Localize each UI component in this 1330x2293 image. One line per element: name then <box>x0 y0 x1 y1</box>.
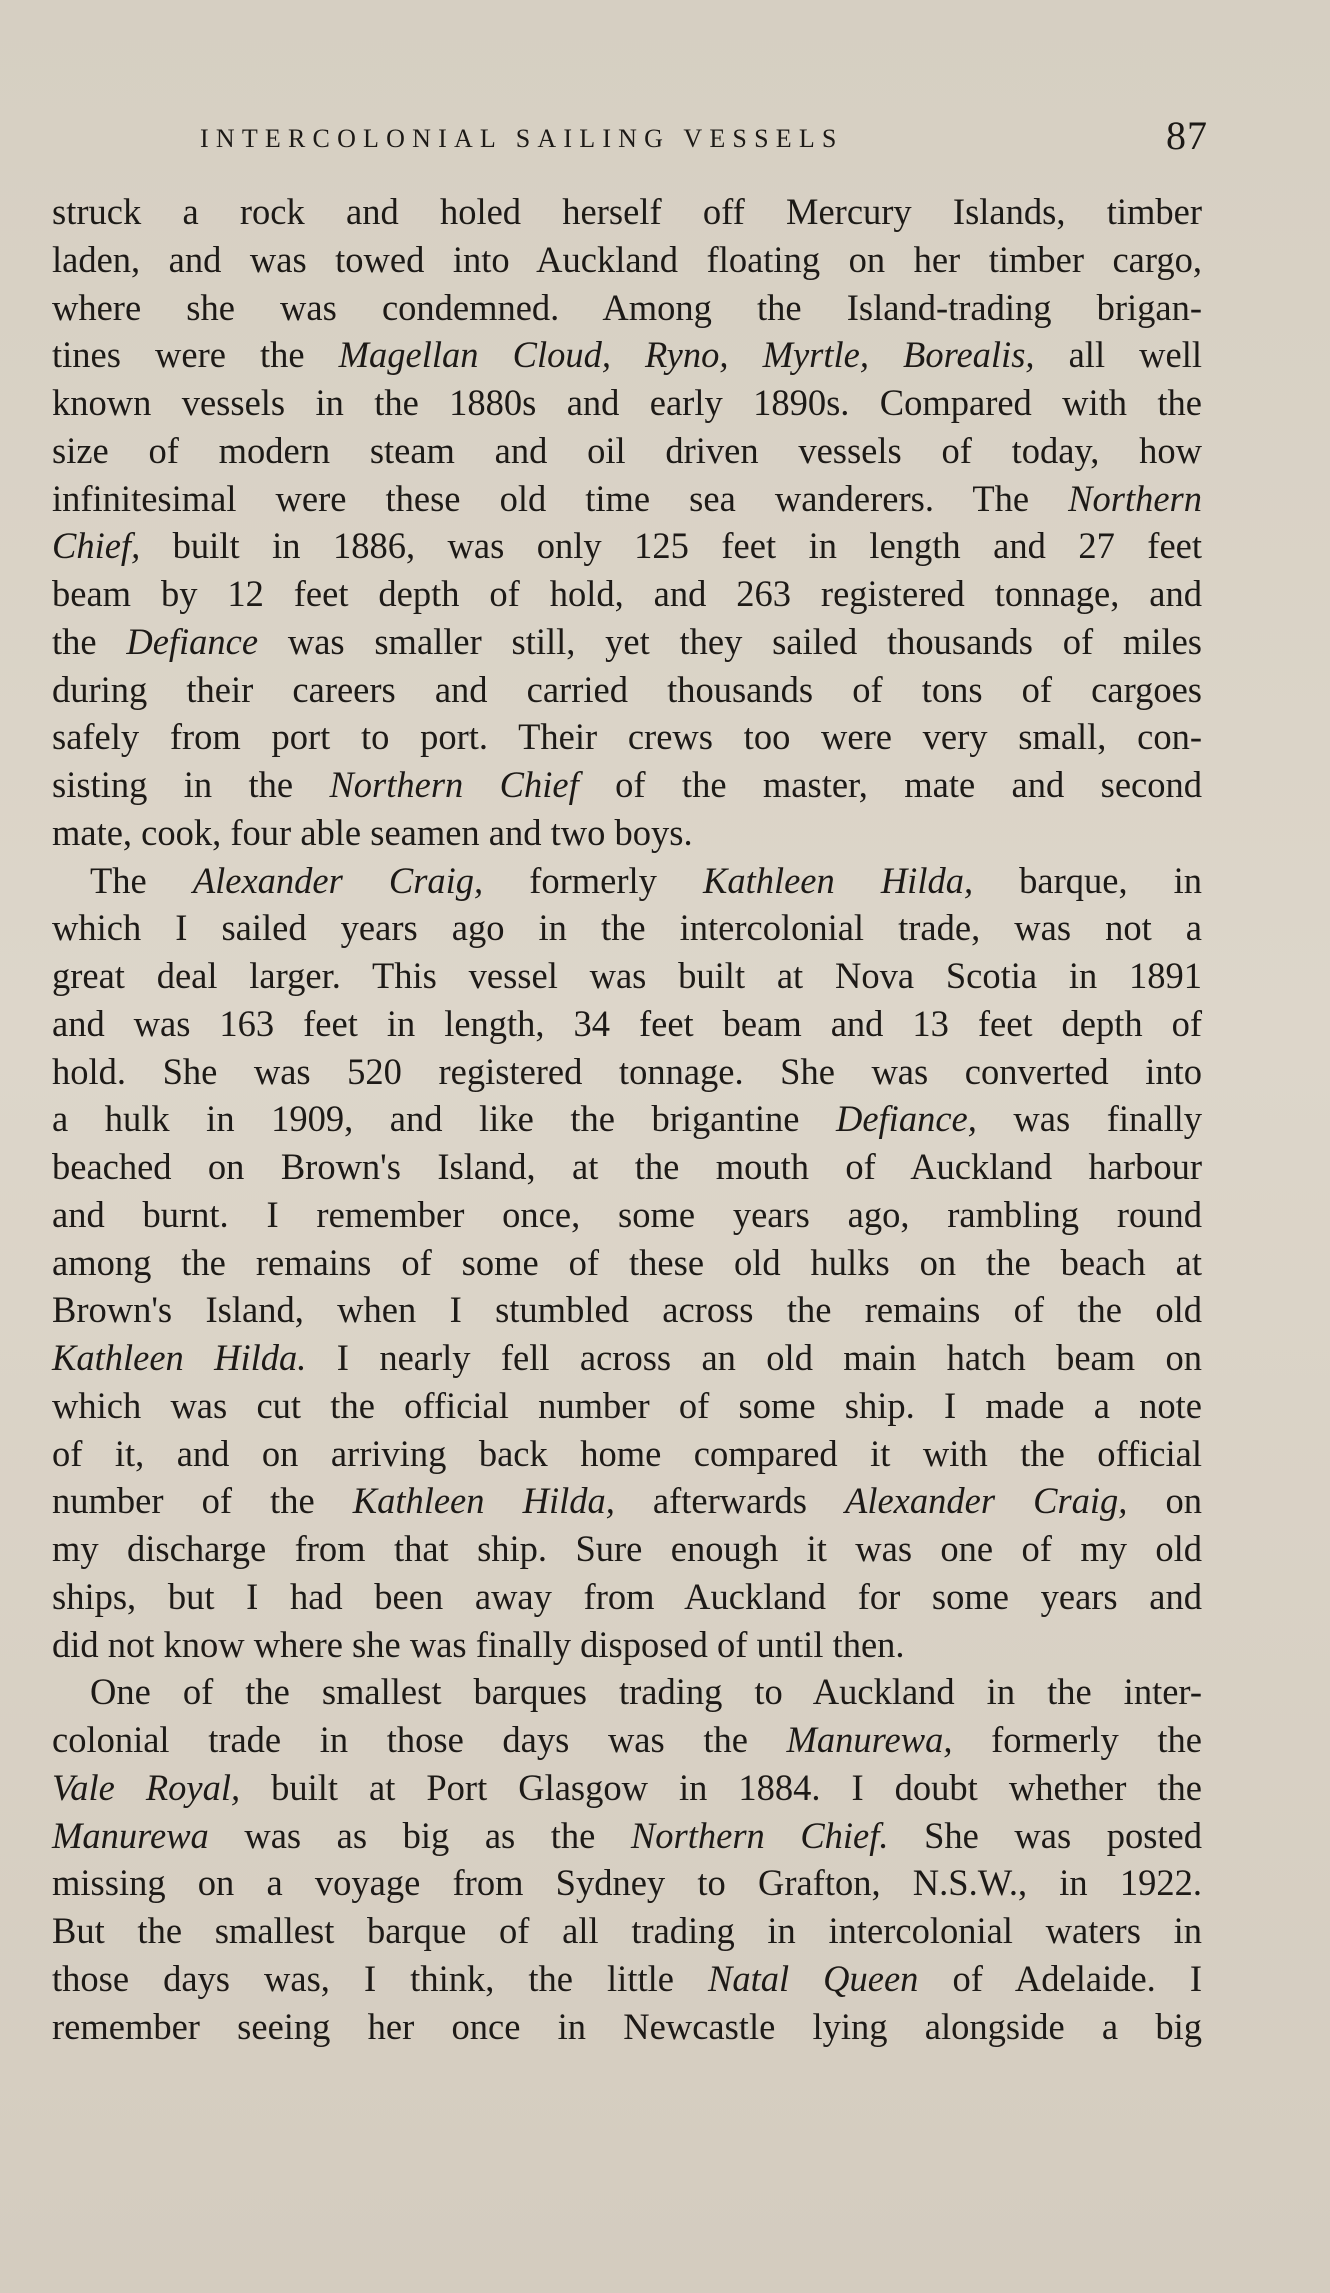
body-text <box>52 188 1202 2050</box>
text-line: The Alexander Craig, formerly Kathleen Hilda, barque, in <box>90 859 1203 901</box>
text-line: colonial trade in those days was the Manurewa, formerly the <box>52 1719 1202 1760</box>
text-line: Manurewa was as big as the Northern Chief. She was posted <box>52 1814 1202 1856</box>
text-line: known vessels in the 1880s and early 1890s. Compared with the <box>52 382 1202 423</box>
text-line: struck a rock and holed herself off Mercury Islands, timber <box>52 191 1202 232</box>
text-line: remember seeing her once in Newcastle lying alongside a big <box>52 2005 1202 2047</box>
text-line: my discharge from that ship. Sure enough it was one of my old <box>52 1528 1202 1569</box>
text-line: beam by 12 feet depth of hold, and 263 registered tonnage, and <box>52 573 1202 614</box>
italic-ship-name: Alexander Craig, <box>192 859 484 901</box>
text-line: Brown's Island, when I stumbled across the remains of the old <box>52 1289 1202 1331</box>
page-header <box>52 112 1208 162</box>
text-line: of it, and on arriving back home compared it with the official <box>52 1432 1202 1474</box>
italic-ship-name: Kathleen Hilda, <box>352 1480 615 1522</box>
text-line: where she was condemned. Among the Island-trading brigan- <box>52 286 1202 328</box>
text-line: Vale Royal, built at Port Glasgow in 1884. I doubt whether the <box>52 1766 1202 1808</box>
text-line: infinitesimal were these old time sea wanderers. The Northern <box>52 477 1202 519</box>
italic-ship-name: Defiance, <box>835 1098 977 1140</box>
running-head: INTERCOLONIAL SAILING VESSELS <box>200 124 844 153</box>
text-line: beached on Brown's Island, at the mouth of Auckland harbour <box>52 1146 1202 1187</box>
text-line: which was cut the official number of some ship. I made a note <box>52 1384 1202 1426</box>
text-line: the Defiance was smaller still, yet they sailed thousands of miles <box>52 620 1202 662</box>
text-line: those days was, I think, the little Natal Queen of Adelaide. I <box>52 1957 1202 1999</box>
text-line: which I sailed years ago in the intercolonial trade, was not a <box>52 907 1202 949</box>
text-line: did not know where she was finally disposed of until then. <box>52 1623 905 1665</box>
text-line: Kathleen Hilda. I nearly fell across an old main hatch beam on <box>52 1337 1202 1378</box>
italic-ship-name: Magellan Cloud, Ryno, Myrtle, Borealis, <box>338 334 1035 376</box>
italic-ship-name: Vale Royal, <box>52 1766 241 1808</box>
text-line: a hulk in 1909, and like the brigantine Defiance, was finally <box>52 1098 1202 1140</box>
text-line: tines were the Magellan Cloud, Ryno, Myrtle, Borealis, all well <box>52 334 1202 376</box>
text-line: during their careers and carried thousands of tons of cargoes <box>52 668 1202 710</box>
italic-ship-name: Natal Queen <box>708 1957 919 1999</box>
text-line: great deal larger. This vessel was built at Nova Scotia in 1891 <box>52 955 1202 996</box>
text-line: among the remains of some of these old hulks on the beach at <box>52 1241 1202 1283</box>
italic-ship-name: Alexander Craig, <box>845 1480 1128 1522</box>
text-line: mate, cook, four able seamen and two boys. <box>52 811 693 853</box>
italic-ship-name: Kathleen Hilda. <box>52 1337 307 1378</box>
text-line: ships, but I had been away from Auckland for some years and <box>52 1575 1202 1617</box>
text-line: hold. She was 520 registered tonnage. She was converted into <box>52 1050 1202 1092</box>
text-line: and burnt. I remember once, some years ago, rambling round <box>52 1193 1202 1235</box>
italic-ship-name: Manurewa, <box>786 1719 953 1760</box>
text-line: One of the smallest barques trading to Auckland in the inter- <box>90 1671 1202 1713</box>
text-line: But the smallest barque of all trading in intercolonial waters in <box>52 1910 1202 1951</box>
text-line: missing on a voyage from Sydney to Grafton, N.S.W., in 1922. <box>52 1862 1202 1904</box>
text-line: and was 163 feet in length, 34 feet beam and 13 feet depth of <box>52 1002 1202 1044</box>
text-line: number of the Kathleen Hilda, afterwards Alexander Craig, on <box>52 1480 1203 1522</box>
text-line: size of modern steam and oil driven vessels of today, how <box>52 429 1202 471</box>
text-line: Chief, built in 1886, was only 125 feet in length and 27 feet <box>52 525 1202 567</box>
italic-ship-name: Defiance <box>126 620 259 662</box>
italic-ship-name: Northern <box>1068 477 1202 519</box>
italic-ship-name: Manurewa <box>52 1814 209 1856</box>
italic-ship-name: Chief, <box>52 525 141 567</box>
page-number: 87 <box>1166 113 1208 158</box>
text-line: safely from port to port. Their crews too were very small, con- <box>52 716 1202 758</box>
italic-ship-name: Northern Chief. <box>630 1814 889 1856</box>
text-line: sisting in the Northern Chief of the master, mate and second <box>52 764 1202 805</box>
italic-ship-name: Kathleen Hilda, <box>702 859 974 901</box>
italic-ship-name: Northern Chief <box>329 764 579 805</box>
text-line: laden, and was towed into Auckland floating on her timber cargo, <box>52 238 1202 280</box>
